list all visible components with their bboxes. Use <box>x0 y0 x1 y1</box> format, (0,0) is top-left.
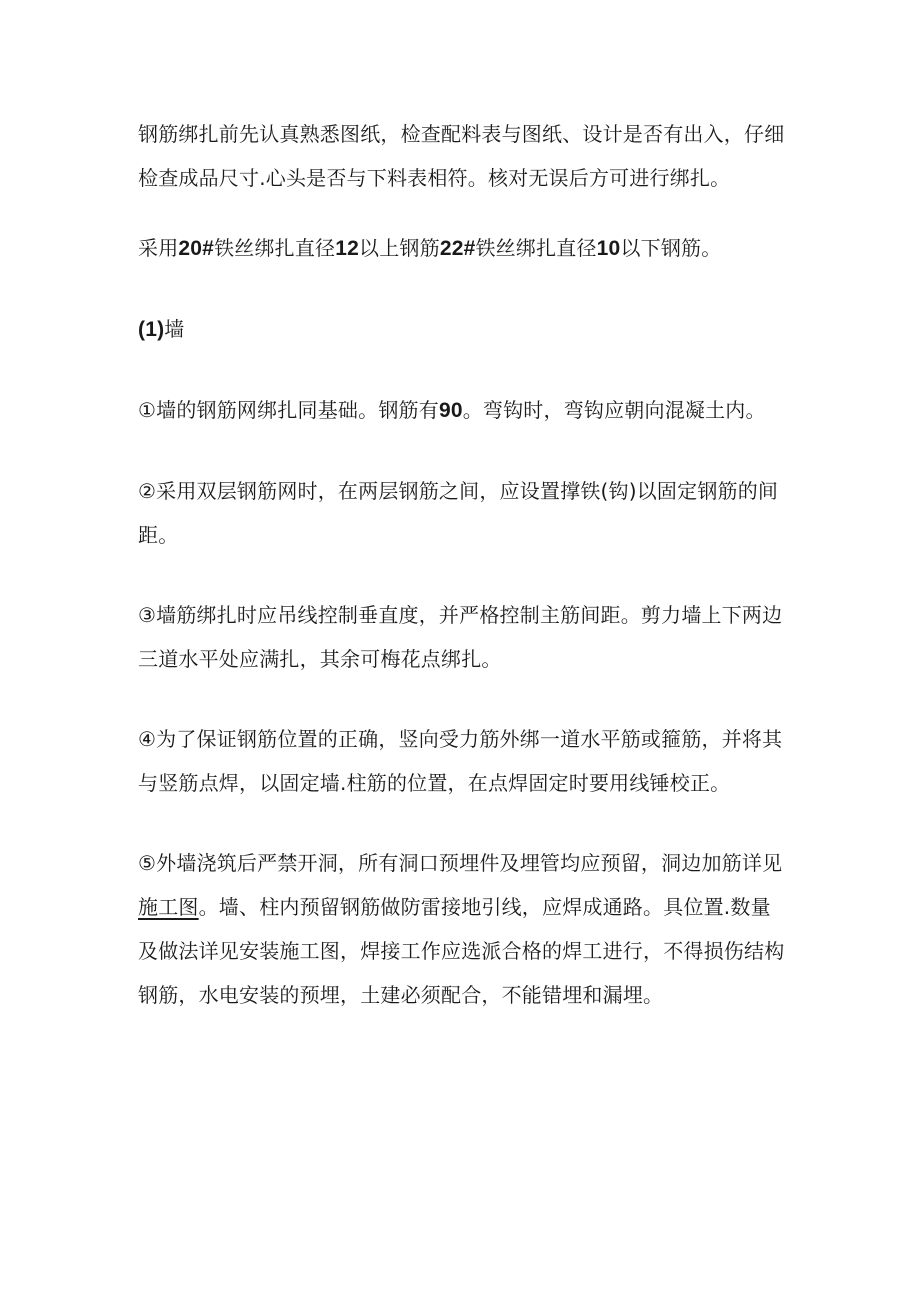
item-text: ①墙的钢筋网绑扎同基础。钢筋有 <box>138 398 439 422</box>
hook-angle-90: 90 <box>438 399 463 422</box>
list-item-1 <box>138 388 786 433</box>
item-text: 。墙、柱内预留钢筋做防雷接地引线，应焊成通路。具位置.数量及做法详见安装施工图，焊接工作应选派合格的焊工进行，不得损伤结构钢筋，水电安装的预埋，土建必须配合，不能错埋和漏埋。 <box>138 895 785 1007</box>
wire-gauge-20: 20# <box>178 237 215 260</box>
diameter-12: 12 <box>335 237 360 260</box>
item-text: 。弯钩时，弯钩应朝向混凝土内。 <box>462 398 766 422</box>
wire-spec-text: 以上钢筋 <box>359 236 440 260</box>
paragraph-wire-spec <box>138 226 786 271</box>
list-item-5 <box>138 841 786 1017</box>
section-heading-wall <box>138 307 786 352</box>
wire-spec-text: 铁丝绑扎直径 <box>214 236 336 260</box>
construction-drawing-link[interactable]: 施工图 <box>138 895 199 919</box>
list-item-4: ④为了保证钢筋位置的正确，竖向受力筋外绑一道水平筋或箍筋，并将其与竖筋点焊，以固定墙.柱筋的位置，在点焊固定时要用线锤校正。 <box>138 727 783 795</box>
list-item-3: ③墙筋绑扎时应吊线控制垂直度，并严格控制主筋间距。剪力墙上下两边三道水平处应满扎，其余可梅花点绑扎。 <box>138 603 783 671</box>
item-text: ⑤外墙浇筑后严禁开洞，所有洞口预埋件及埋管均应预留，洞边加筋详见 <box>138 851 783 875</box>
wire-spec-text: 以下钢筋。 <box>620 236 722 260</box>
wire-spec-text: 铁丝绑扎直径 <box>475 236 597 260</box>
paragraph-prep-check: 钢筋绑扎前先认真熟悉图纸，检查配料表与图纸、设计是否有出入，仔细检查成品尺寸.心头是否与下料表相符。核对无误后方可进行绑扎。 <box>138 122 785 190</box>
section-number: (1) <box>138 318 165 341</box>
diameter-10: 10 <box>596 237 621 260</box>
list-item-2: ②采用双层钢筋网时，在两层钢筋之间，应设置撑铁(钩)以固定钢筋的间距。 <box>138 479 779 547</box>
document-body <box>138 112 786 1017</box>
wire-gauge-22: 22# <box>439 237 476 260</box>
wire-spec-text: 采用 <box>138 236 179 260</box>
section-title: 墙 <box>164 317 185 341</box>
